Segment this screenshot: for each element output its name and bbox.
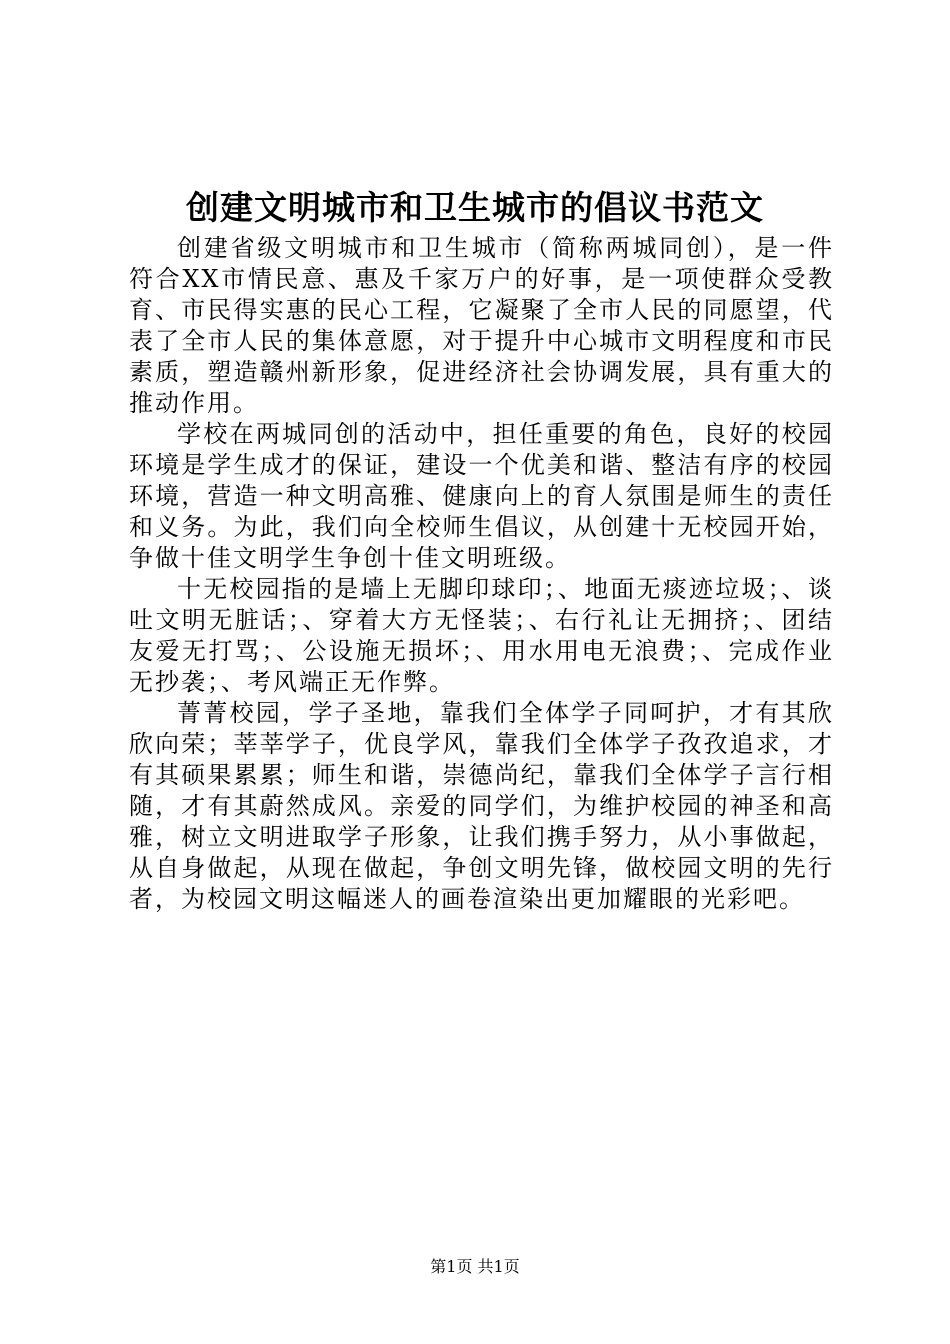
document-title: 创建文明城市和卫生城市的倡议书范文 xyxy=(186,188,764,227)
paragraph: 十无校园指的是墙上无脚印球印；、地面无痰迹垃圾；、谈吐文明无脏话；、穿着大方无怪装；、右行礼让无拥挤；、团结友爱无打骂；、公设施无损坏；、用水用电无浪费；、完成作业无抄袭；、考风端正无作弊。 xyxy=(129,575,834,696)
paragraph: 菁菁校园，学子圣地，靠我们全体学子同呵护，才有其欣欣向荣；莘莘学子，优良学风，靠我们全体学子孜孜追求，才有其硕果累累；师生和谐，崇德尚纪，靠我们全体学子言行相随，才有其蔚然成风。亲爱的同学们，为维护校园的神圣和高雅，树立文明进取学子形象，让我们携手努力，从小事做起，从自身做起，从现在做起，争创文明先锋，做校园文明的先行者，为校园文明这幅迷人的画卷渲染出更加耀眼的光彩吧。 xyxy=(129,699,834,913)
paragraph: 学校在两城同创的活动中，担任重要的角色，良好的校园环境是学生成才的保证，建设一个优美和谐、整洁有序的校园环境，营造一种文明高雅、健康向上的育人氛围是师生的责任和义务。为此，我们向全校师生倡议，从创建十无校园开始，争做十佳文明学生争创十佳文明班级。 xyxy=(129,420,834,572)
page-number-footer: 第1页 共1页 xyxy=(430,1257,520,1276)
paragraph: 创建省级文明城市和卫生城市（简称两城同创），是一件符合XX市情民意、惠及千家万户的好事，是一项使群众受教育、市民得实惠的民心工程，它凝聚了全市人民的同愿望，代表了全市人民的集体意愿，对于提升中心城市文明程度和市民素质，塑造赣州新形象，促进经济社会协调发展，具有重大的推动作用。 xyxy=(129,234,834,417)
document-body xyxy=(129,233,834,915)
